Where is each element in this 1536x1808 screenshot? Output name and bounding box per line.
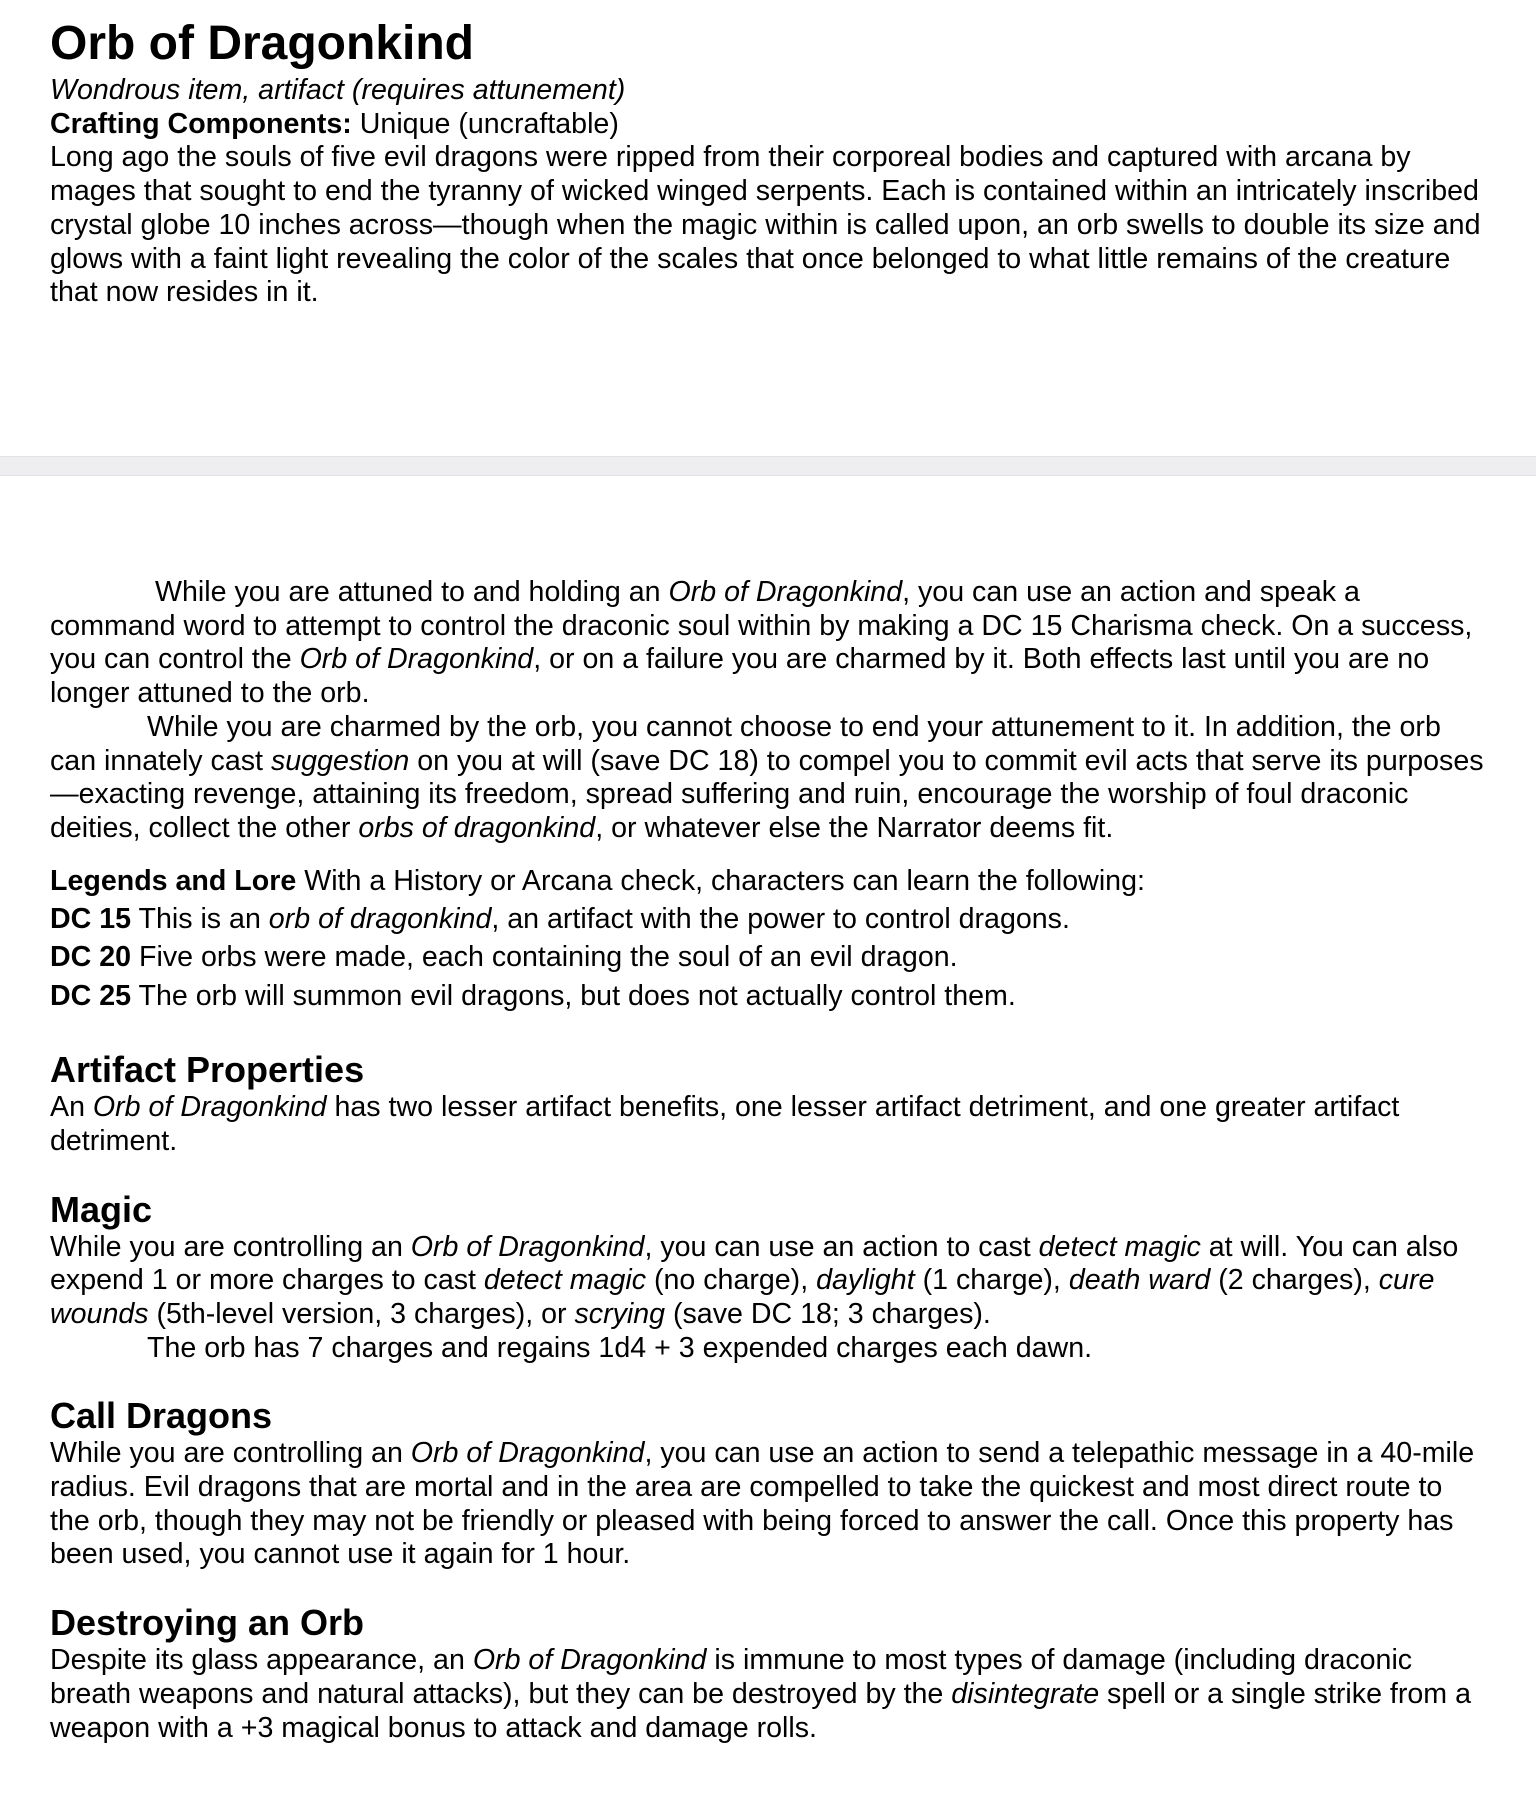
- spell-name-italic: suggestion: [270, 744, 410, 777]
- item-subtitle-text: Wondrous item, artifact (requires attunement): [50, 74, 626, 106]
- text-span: (no charge),: [646, 1264, 817, 1297]
- item-name-italic: Orb of Dragonkind: [472, 1644, 707, 1677]
- page-2: [0, 476, 1536, 1808]
- item-name-italic: Orb of Dragonkind: [299, 643, 534, 676]
- text-span: , or on a failure you are charmed by it. Both effects last until you are no longer attuned to the orb.: [50, 643, 1430, 710]
- item-subtitle: [50, 74, 1490, 108]
- item-name-italic: Orb of Dragonkind: [410, 1230, 645, 1263]
- page-1-content: [50, 14, 1490, 310]
- crafting-value: Unique (uncraftable): [359, 107, 619, 140]
- lore-dc25: [50, 977, 1490, 1016]
- text-span: , or whatever else the Narrator deems fit.: [595, 811, 1114, 844]
- item-name-italic: Orb of Dragonkind: [668, 576, 903, 608]
- text-span: While you are charmed by the orb, you cannot choose to end your attunement to it. In addition, the orb can innately cast: [50, 710, 1441, 777]
- magic-charges: The orb has 7 charges and regains 1d4 + 3 expended charges each dawn.: [147, 1331, 1093, 1364]
- spell-name-italic: disintegrate: [951, 1677, 1100, 1710]
- spell-name-italic: scrying: [574, 1297, 666, 1330]
- attunement-paragraph-2: [50, 711, 1490, 846]
- text-span: , you can use an action and speak a command word to attempt to control the draconic soul within by making a DC 15 Charisma check. On a success, you can control the: [50, 576, 1473, 676]
- spell-name-italic: death ward: [1068, 1264, 1211, 1297]
- lore-dc20: [50, 938, 1490, 977]
- text-span: , you can use an action to send a telepathic message in a 40-mile radius. Evil dragons that are mortal and in the area are compelled to take the quickest and most direct route to the orb, though they may not be friendly or pleased with being forced to answer the call. Once this property has been used, you cannot use it again for 1 hour.: [50, 1437, 1475, 1571]
- text-span: is immune to most types of damage (including draconic breath weapons and natural attacks), but they can be destroyed by the: [50, 1644, 1413, 1710]
- spell-name-italic: detect magic: [483, 1264, 647, 1297]
- lore-intro-text: With a History or Arcana check, characters can learn the following:: [296, 864, 1145, 897]
- lore-label: Legends and Lore: [50, 864, 297, 897]
- spell-name-italic: daylight: [816, 1264, 915, 1297]
- magic-heading: Magic: [50, 1188, 153, 1230]
- item-name-italic: orb of dragonkind: [268, 902, 492, 935]
- page-1: [0, 0, 1536, 456]
- crafting-label: Crafting Components:: [50, 107, 352, 140]
- text-span: (1 charge),: [914, 1264, 1069, 1297]
- text-span: Five orbs were made, each containing the soul of an evil dragon.: [131, 941, 958, 974]
- dc-label: DC 15: [50, 902, 132, 935]
- lore-intro: [50, 862, 1490, 900]
- text-span: The orb will summon evil dragons, but does not actually control them.: [131, 979, 1016, 1012]
- item-name-italic: Orb of Dragonkind: [410, 1437, 645, 1470]
- destroying-text: [50, 1644, 1490, 1745]
- text-span: (save DC 18; 3 charges).: [665, 1297, 991, 1330]
- artifact-properties-text: [50, 1091, 1490, 1158]
- call-dragons-text: [50, 1437, 1490, 1572]
- attunement-paragraph-1: [50, 576, 1490, 711]
- text-span: (2 charges),: [1210, 1264, 1379, 1297]
- crafting-components: [50, 108, 1490, 142]
- lore-dc15: [50, 900, 1490, 939]
- legends-and-lore: [50, 862, 1490, 1016]
- text-span: at will. You can also expend 1 or more charges to cast: [50, 1230, 1459, 1297]
- call-dragons-heading: Call Dragons: [50, 1395, 273, 1437]
- text-span: While you are controlling an: [50, 1230, 411, 1263]
- magic-text: [50, 1231, 1490, 1332]
- spell-name-italic: detect magic: [1038, 1230, 1201, 1263]
- page-2-content: [50, 576, 1490, 1745]
- text-span: , an artifact with the power to control dragons.: [491, 902, 1070, 935]
- text-span: While you are controlling an: [50, 1437, 411, 1470]
- item-name-italic: orbs of dragonkind: [358, 811, 596, 844]
- spell-name-italic: cure wounds: [50, 1264, 1435, 1330]
- item-name-italic: Orb of Dragonkind: [92, 1091, 327, 1124]
- text-span: spell or a single strike from a weapon with a +3 magical bonus to attack and damage rolls.: [50, 1677, 1471, 1744]
- text-span: , you can use an action to cast: [644, 1230, 1039, 1263]
- item-description: Long ago the souls of five evil dragons were ripped from their corporeal bodies and captured with arcana by mages that sought to end the tyranny of wicked winged serpents. Each is contained within an intricately inscribed crystal globe 10 inches across—though when the magic within is called upon, an orb swells to double its size and glows with a faint light revealing the color of the scales that once belonged to what little remains of the creature that now resides in it.: [50, 141, 1481, 309]
- destroying-heading: Destroying an Orb: [50, 1602, 365, 1644]
- text-span: An: [50, 1091, 93, 1124]
- text-span: Despite its glass appearance, an: [50, 1644, 473, 1677]
- text-span: has two lesser artifact benefits, one lesser artifact detriment, and one greater artifact detriment.: [50, 1091, 1400, 1157]
- dc-label: DC 25: [50, 979, 132, 1012]
- item-title: Orb of Dragonkind: [50, 17, 474, 70]
- page-break: [0, 456, 1536, 476]
- text-span: This is an: [131, 902, 269, 935]
- artifact-properties-heading: Artifact Properties: [50, 1049, 365, 1091]
- text-span: (5th-level version, 3 charges), or: [148, 1297, 575, 1330]
- text-span: on you at will (save DC 18) to compel you to commit evil acts that serve its purposes—exacting revenge, attaining its freedom, spread suffering and ruin, encourage the worship of foul draconic deities, collect the other: [50, 744, 1484, 844]
- dc-label: DC 20: [50, 941, 132, 974]
- text-span: While you are attuned to and holding an: [155, 576, 669, 608]
